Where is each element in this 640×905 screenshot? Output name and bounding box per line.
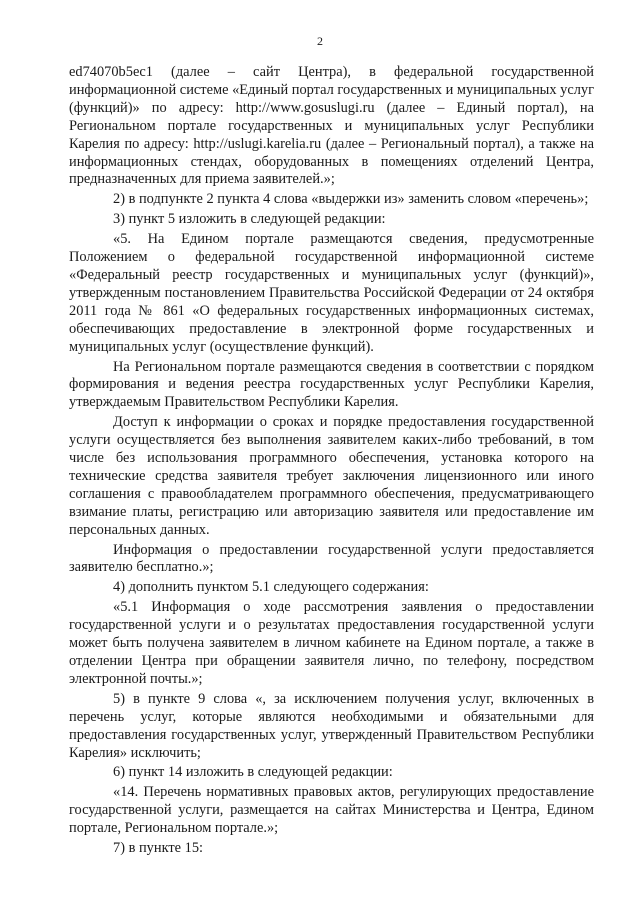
paragraph-item-4: 4) дополнить пунктом 5.1 следующего содержания: bbox=[113, 579, 429, 596]
paragraph-item-6: 6) пункт 14 изложить в следующей редакции: bbox=[113, 764, 393, 781]
paragraph-clause-14: «14. Перечень нормативных правовых актов, регулирующих предоставление государственной услуги, размещается на сайтах Министерства и Центра, Едином портале, Региональном портале.»; bbox=[69, 784, 594, 837]
paragraph-clause-5-1: «5.1 Информация о ходе рассмотрения заявления о предоставлении государственной услуги и о результатах предоставления государственной услуги может быть получена заявителем в личном кабинете на Едином портале, а также в отделении Центра при обращении заявителя лично, по телефону, посредством электронной почты.»; bbox=[69, 599, 594, 687]
paragraph-item-3: 3) пункт 5 изложить в следующей редакции: bbox=[113, 211, 386, 228]
paragraph-clause-5: «5. На Едином портале размещаются сведения, предусмотренные Положением о федеральной государственной информационной системе «Федеральный реестр государственных и муниципальных услуг (функций)», утвержденным постановлением Правительства Российской Федерации от 24 октября 2011 года № 861 «О федеральных государственных информационных системах, обеспечивающих предоставление в электронной форме государственных и муниципальных услуг (осуществление функций). bbox=[69, 231, 594, 355]
paragraph-item-7: 7) в пункте 15: bbox=[113, 840, 204, 857]
paragraph-access-info: Доступ к информации о сроках и порядке предоставления государственной услуги осуществляется без выполнения заявителем каких-либо требований, в том числе без использования программного обеспечения, установка которого на технические средства заявителя требует заключения лицензионного или иного соглашения с правообладателем программного обеспечения, предусматривающего взимание платы, регистрацию или авторизацию заявителя или предоставление им персональных данных. bbox=[69, 414, 594, 538]
paragraph-continuation: ed74070b5ec1 (далее – сайт Центра), в федеральной государственной информационной системе «Единый портал государственных и муниципальных услуг (функций)» по адресу: http://www.gosuslugi.ru (далее – Единый портал), на Региональном портале государственных и муниципальных услуг Республики Карелия по адресу: http://uslugi.karelia.ru (далее – Региональный портал), а также на информационных стендах, оборудованных в помещениях отделений Центра, предназначенных для приема заявителей.»; bbox=[69, 64, 594, 188]
paragraph-item-2: 2) в подпункте 2 пункта 4 слова «выдержки из» заменить словом «перечень»; bbox=[113, 191, 589, 208]
paragraph-regional-portal: На Региональном портале размещаются сведения в соответствии с порядком формирования и ведения реестра государственных услуг Республики Карелия, утверждаемым Правительством Республики Карелия. bbox=[69, 358, 594, 411]
paragraph-free-info: Информация о предоставлении государственной услуги предоставляется заявителю бесплатно.»; bbox=[69, 541, 594, 576]
document-body bbox=[69, 64, 594, 860]
paragraph-item-5: 5) в пункте 9 слова «, за исключением получения услуг, включенных в перечень услуг, которые являются необходимыми и обязательными для предоставления государственных услуг, утвержденный Правительством Республики Карелия» исключить; bbox=[69, 690, 594, 761]
page-number: 2 bbox=[317, 34, 323, 48]
